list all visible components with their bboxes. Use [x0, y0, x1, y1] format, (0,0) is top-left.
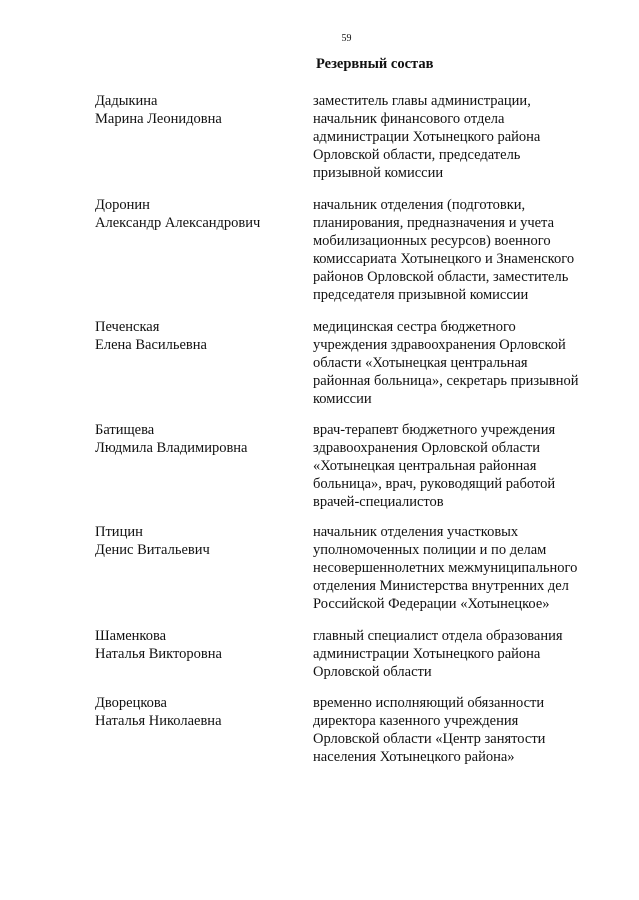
member-given-names: Наталья Викторовна: [95, 646, 222, 662]
position-line: Российской Федерации «Хотынецкое»: [313, 596, 550, 612]
member-surname: Птицин: [95, 524, 143, 540]
position-line: директора казенного учреждения: [313, 713, 519, 729]
member-given-names: Наталья Николаевна: [95, 713, 222, 729]
position-line: начальник отделения участковых: [313, 524, 519, 540]
position-line: администрации Хотынецкого района: [313, 646, 541, 662]
position-line: врач-терапевт бюджетного учреждения: [313, 422, 556, 438]
member-surname: Печенская: [95, 319, 160, 335]
member-position: [313, 92, 613, 182]
position-line: главный специалист отдела образования: [313, 628, 563, 644]
position-line: комиссариата Хотынецкого и Знаменского: [313, 251, 575, 267]
position-line: отделения Министерства внутренних дел: [313, 578, 569, 594]
position-line: Орловской области «Центр занятости: [313, 731, 546, 747]
position-line: начальник отделения (подготовки,: [313, 197, 526, 213]
position-line: медицинская сестра бюджетного: [313, 319, 516, 335]
member-surname: Доронин: [95, 197, 150, 213]
position-line: учреждения здравоохранения Орловской: [313, 337, 566, 353]
position-line: районов Орловской области, заместитель: [313, 269, 569, 285]
position-line: Орловской области: [313, 664, 432, 680]
position-line: области «Хотынецкая центральная: [313, 355, 528, 371]
position-line: врачей-специалистов: [313, 494, 444, 510]
member-name: [95, 694, 305, 730]
member-name: [95, 92, 305, 128]
member-given-names: Елена Васильевна: [95, 337, 207, 353]
member-position: [313, 196, 613, 304]
position-line: «Хотынецкая центральная районная: [313, 458, 537, 474]
member-given-names: Александр Александрович: [95, 215, 261, 231]
position-line: Орловской области, председатель: [313, 147, 521, 163]
page-number: 59: [341, 33, 352, 44]
member-name: [95, 523, 305, 559]
position-line: здравоохранения Орловской области: [313, 440, 540, 456]
member-given-names: Марина Леонидовна: [95, 111, 222, 127]
position-line: заместитель главы администрации,: [313, 93, 531, 109]
position-line: населения Хотынецкого района»: [313, 749, 515, 765]
member-given-names: Людмила Владимировна: [95, 440, 248, 456]
member-surname: Шаменкова: [95, 628, 167, 644]
member-position: [313, 318, 613, 408]
position-line: несовершеннолетних межмуниципального: [313, 560, 578, 576]
member-given-names: Денис Витальевич: [95, 542, 210, 558]
position-line: уполномоченных полиции и по делам: [313, 542, 547, 558]
member-surname: Батищева: [95, 422, 155, 438]
position-line: председателя призывной комиссии: [313, 287, 529, 303]
member-name: [95, 627, 305, 663]
position-line: временно исполняющий обязанности: [313, 695, 545, 711]
position-line: начальник финансового отдела: [313, 111, 505, 127]
position-line: районная больница», секретарь призывной: [313, 373, 579, 389]
position-line: больница», врач, руководящий работой: [313, 476, 556, 492]
member-name: [95, 196, 305, 232]
position-line: призывной комиссии: [313, 165, 444, 181]
position-line: мобилизационных ресурсов) военного: [313, 233, 551, 249]
member-position: [313, 627, 613, 681]
member-position: [313, 421, 613, 511]
member-name: [95, 421, 305, 457]
member-position: [313, 523, 613, 613]
position-line: планирования, предназначения и учета: [313, 215, 555, 231]
member-surname: Дадыкина: [95, 93, 158, 109]
section-title: Резервный состав: [316, 56, 434, 72]
position-line: администрации Хотынецкого района: [313, 129, 541, 145]
position-line: комиссии: [313, 391, 372, 407]
member-name: [95, 318, 305, 354]
member-position: [313, 694, 613, 766]
member-surname: Дворецкова: [95, 695, 167, 711]
